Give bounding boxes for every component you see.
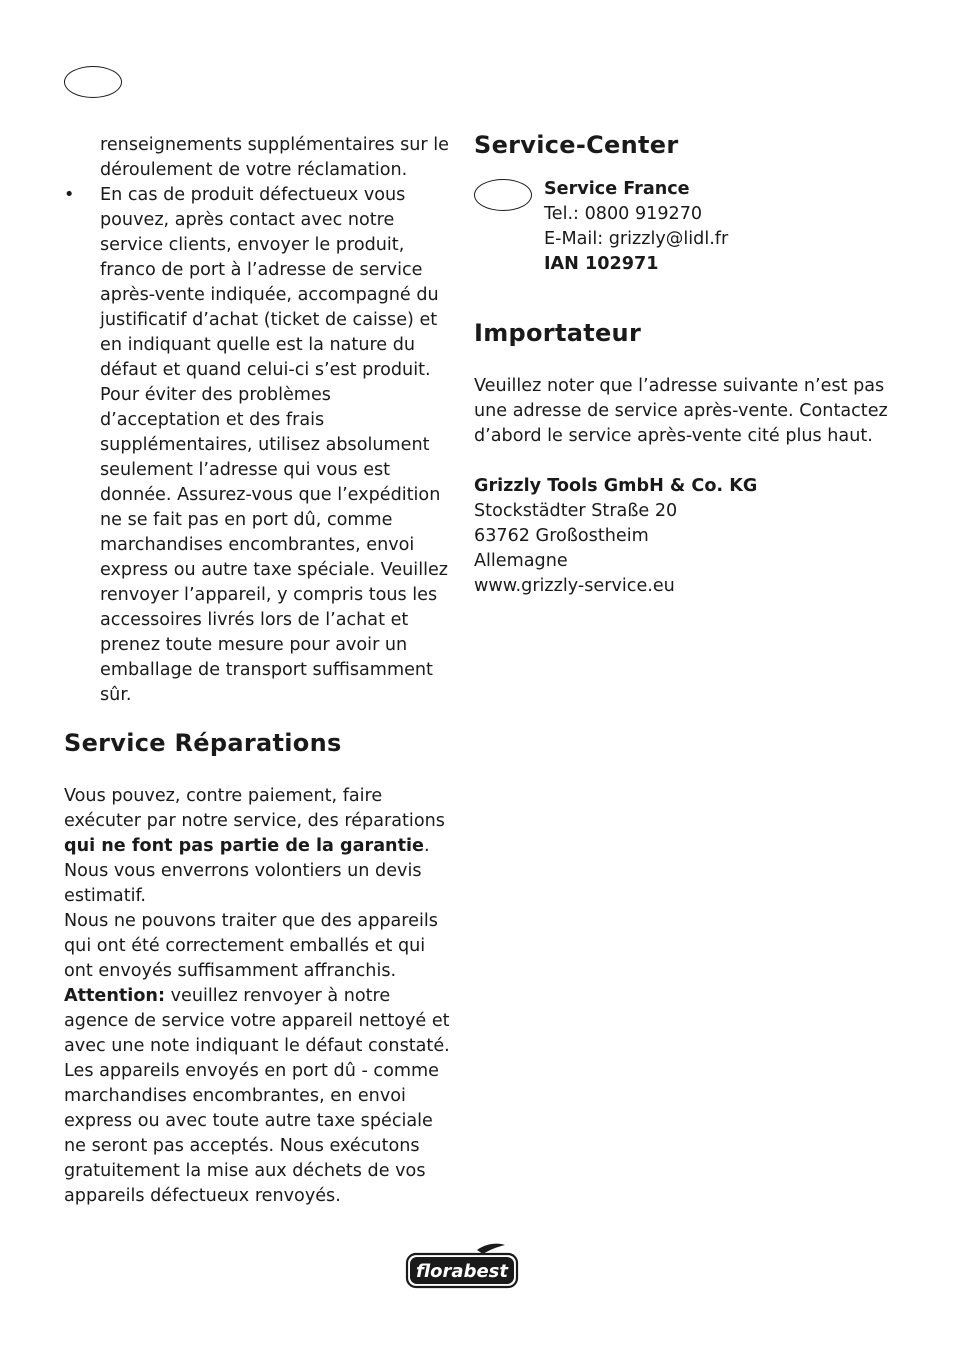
service-email: E-Mail: grizzly@lidl.fr (544, 229, 729, 249)
repairs-paragraph-4: Les appareils envoyés en port dû - comme marchandises encombrantes, en envoi express ou avec toute autre taxe spéciale ne seront pas acceptés. Nous exécutons gratuitement la mise aux déchets de vos appareils défectueux renvoyés. (64, 1061, 439, 1206)
attention-label: Attention: (64, 986, 165, 1006)
company-website: www.grizzly-service.eu (474, 576, 675, 596)
florabest-logo (405, 1242, 519, 1290)
language-badge-oval (64, 66, 122, 98)
left-column (64, 133, 452, 1209)
right-column (474, 130, 894, 599)
warranty-exclusion-emphasis: qui ne font pas partie de la garantie (64, 836, 424, 856)
country-badge-oval (474, 179, 532, 211)
company-street: Stockstädter Straße 20 (474, 501, 678, 521)
repairs-paragraph-3: Attention: veuillez renvoyer à notre agence de service votre appareil nettoyé et avec une note indiquant le défaut constaté. (64, 986, 450, 1056)
importer-note: Veuillez noter que l’adresse suivante n’est pas une adresse de service après-vente. Contactez d’abord le service après-vente cité plus haut. (474, 376, 888, 446)
repairs-paragraph-1: Vous pouvez, contre paiement, faire exécuter par notre service, des réparations qui ne font pas partie de la garantie. Nous vous enverrons volontiers un devis estimatif. (64, 786, 445, 906)
service-tel: Tel.: 0800 919270 (544, 204, 703, 224)
service-france-block (474, 177, 894, 277)
bullet-text: En cas de produit défectueux vous pouvez, après contact avec notre service clients, envoyer le produit, franco de port à l’adresse de service après-vente indiquée, accompagné du justificatif d’achat (ticket de caisse) et en indiquant quelle est la nature du défaut et quand celui-ci s’est produit. Pour éviter des problèmes d’acceptation et des frais supplémentaires, utilisez absolument seulement l’adresse qui vous est donnée. Assurez-vous que l’expédition ne se fait pas en port dû, comme marchandises encombrantes, envoi express ou autre taxe spéciale. Veuillez renvoyer l’appareil, y compris tous les accessoires livrés lors de l’achat et prenez toute mesure pour avoir un emballage de transport suffisamment sûr. (100, 185, 449, 705)
bullet-icon: • (64, 185, 75, 205)
service-ian: IAN 102971 (544, 254, 659, 274)
company-country: Allemagne (474, 551, 568, 571)
paragraph-continuation: renseignements supplémentaires sur le déroulement de votre réclamation. (100, 135, 449, 180)
service-center-heading: Service-Center (474, 131, 679, 159)
bullet-item-defective-product (64, 183, 452, 708)
svg-text:florabest: florabest (416, 1261, 508, 1282)
repairs-paragraph-2: Nous ne pouvons traiter que des appareils qui ont été correctement emballés et qui ont envoyés suffisamment affranchis. (64, 911, 438, 981)
importer-heading: Importateur (474, 319, 642, 347)
company-name: Grizzly Tools GmbH & Co. KG (474, 476, 758, 496)
company-city: 63762 Großostheim (474, 526, 649, 546)
repairs-heading: Service Réparations (64, 729, 342, 757)
service-name: Service France (544, 179, 690, 199)
